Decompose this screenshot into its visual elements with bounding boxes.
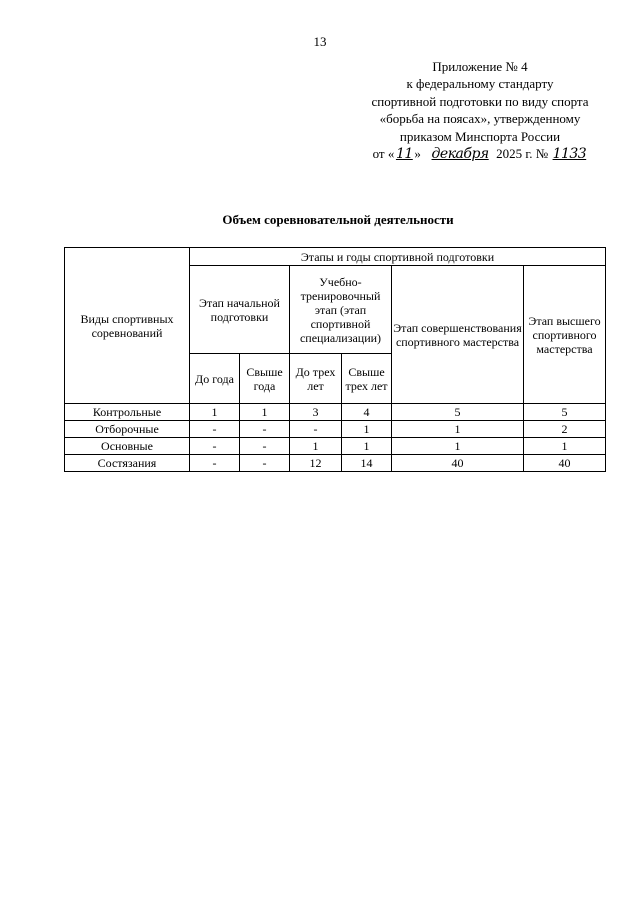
document-title: Объем соревновательной деятельности: [222, 212, 454, 227]
subheader-over-year: Свыше года: [240, 354, 290, 404]
cell-value: 1: [392, 438, 524, 455]
appendix-line-2: к федеральному стандарту: [406, 76, 554, 92]
appendix-block: [330, 58, 630, 163]
cell-value: 2: [524, 421, 606, 438]
subheader-over-three: Свыше трех лет: [342, 354, 392, 404]
stage-improvement-header: Этап совершенствования спортивного мастерства: [392, 266, 524, 404]
cell-value: 1: [290, 438, 342, 455]
cell-value: -: [240, 438, 290, 455]
cell-value: -: [240, 421, 290, 438]
subheader-up-to-year: До года: [190, 354, 240, 404]
cell-value: 12: [290, 455, 342, 472]
cell-value: 1: [342, 438, 392, 455]
order-day: 11: [395, 146, 413, 163]
cell-value: 1: [342, 421, 392, 438]
subheader-up-to-three: До трех лет: [290, 354, 342, 404]
cell-value: 40: [392, 455, 524, 472]
competition-volume-table: [64, 247, 606, 472]
row-header-cell: Виды спортивных соревнований: [65, 248, 190, 404]
table-row: [65, 421, 606, 438]
appendix-line-4: «борьба на поясах», утвержденному: [379, 111, 581, 127]
order-prefix: от «: [372, 146, 395, 162]
appendix-line-5: приказом Минспорта России: [399, 128, 561, 144]
cell-value: 1: [524, 438, 606, 455]
row-name: Контрольные: [65, 404, 190, 421]
page-number: 13: [313, 34, 327, 49]
cell-value: -: [290, 421, 342, 438]
row-name: Отборочные: [65, 421, 190, 438]
table-row: [65, 404, 606, 421]
cell-value: 40: [524, 455, 606, 472]
order-month: декабря: [431, 146, 489, 163]
cell-value: 4: [342, 404, 392, 421]
cell-value: 14: [342, 455, 392, 472]
order-line: [330, 145, 630, 163]
cell-value: 1: [392, 421, 524, 438]
cell-value: 5: [524, 404, 606, 421]
cell-value: 3: [290, 404, 342, 421]
row-name: Состязания: [65, 455, 190, 472]
order-year: 2025 г. №: [496, 146, 549, 162]
cell-value: -: [240, 455, 290, 472]
cell-value: 1: [190, 404, 240, 421]
order-number: 1133: [552, 146, 587, 163]
order-mid: »: [414, 146, 421, 162]
cell-value: -: [190, 421, 240, 438]
appendix-line-3: спортивной подготовки по виду спорта: [371, 93, 589, 109]
row-name: Основные: [65, 438, 190, 455]
stage-initial-header: Этап начальной подготовки: [190, 266, 290, 354]
cell-value: -: [190, 438, 240, 455]
stage-training-header: Учебно-тренировочный этап (этап спортивной специализации): [290, 266, 392, 354]
stage-highest-header: Этап высшего спортивного мастерства: [524, 266, 606, 404]
cell-value: 5: [392, 404, 524, 421]
group-header-cell: Этапы и годы спортивной подготовки: [190, 248, 606, 266]
table-row: [65, 438, 606, 455]
table-row: [65, 455, 606, 472]
appendix-line-1: Приложение № 4: [432, 59, 528, 74]
cell-value: -: [190, 455, 240, 472]
cell-value: 1: [240, 404, 290, 421]
